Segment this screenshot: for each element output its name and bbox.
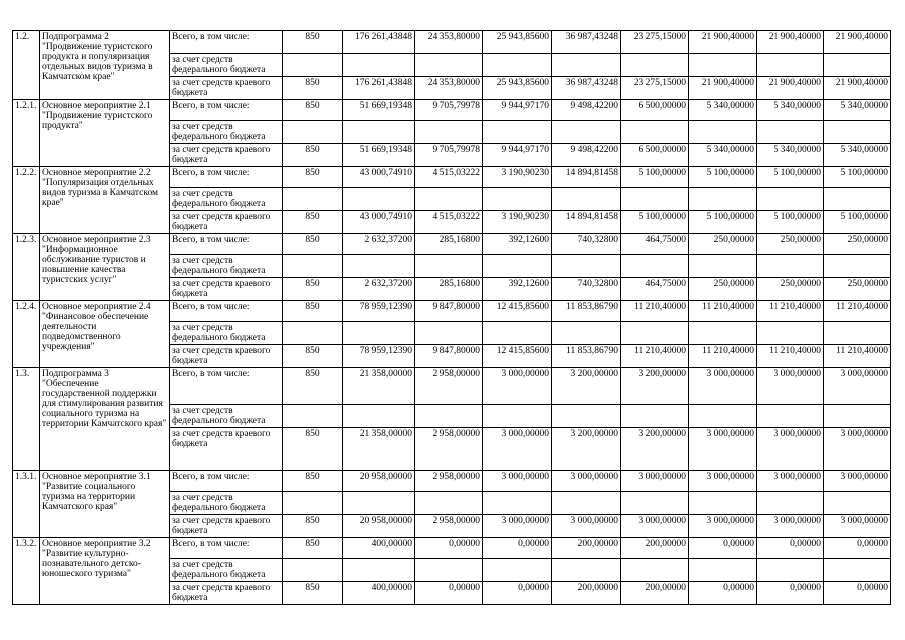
amount-cell: 6 500,00000: [621, 100, 689, 121]
amount-cell: 200,00000: [552, 538, 621, 559]
amount-cell: [757, 255, 824, 278]
amount-cell: 36 987,43248: [552, 31, 621, 54]
amount-cell: 23 275,15000: [621, 77, 689, 100]
amount-cell: [343, 121, 415, 144]
admin-code: 850: [283, 345, 343, 368]
amount-cell: 3 000,00000: [689, 428, 757, 471]
table-row: [13, 167, 891, 188]
amount-cell: 0,00000: [689, 538, 757, 559]
amount-cell: [689, 255, 757, 278]
funding-source: за счет средств краевого бюджета: [170, 582, 283, 605]
amount-cell: [415, 54, 483, 77]
amount-cell: [552, 121, 621, 144]
amount-cell: 9 944,97170: [483, 100, 552, 121]
amount-cell: [689, 188, 757, 211]
item-title: Подпрограмма 3 "Обеспечение государственной поддержки для стимулирования развития социального туризма на территории Камчатского края": [40, 368, 170, 471]
amount-cell: 400,00000: [343, 538, 415, 559]
amount-cell: 36 987,43248: [552, 77, 621, 100]
funding-source: за счет средств федерального бюджета: [170, 121, 283, 144]
admin-code: 850: [283, 77, 343, 100]
admin-code: 850: [283, 582, 343, 605]
funding-source: за счет средств краевого бюджета: [170, 278, 283, 301]
amount-cell: 5 100,00000: [824, 211, 891, 234]
admin-code: 850: [283, 100, 343, 121]
admin-code: [283, 559, 343, 582]
amount-cell: 3 000,00000: [483, 471, 552, 492]
amount-cell: 5 340,00000: [689, 144, 757, 167]
amount-cell: 11 210,40000: [689, 301, 757, 322]
amount-cell: 5 100,00000: [621, 211, 689, 234]
amount-cell: 20 958,00000: [343, 471, 415, 492]
budget-table: [12, 30, 891, 605]
funding-source: за счет средств федерального бюджета: [170, 255, 283, 278]
amount-cell: [483, 54, 552, 77]
amount-cell: 3 190,90230: [483, 167, 552, 188]
amount-cell: [824, 405, 891, 428]
amount-cell: [757, 492, 824, 515]
amount-cell: 0,00000: [689, 582, 757, 605]
item-title: Основное мероприятие 2.3 "Информационное обслуживание туристов и повышение качества туристских услуг": [40, 234, 170, 301]
amount-cell: [824, 188, 891, 211]
admin-code: 850: [283, 428, 343, 471]
amount-cell: 3 200,00000: [552, 368, 621, 405]
admin-code: [283, 322, 343, 345]
amount-cell: [621, 255, 689, 278]
amount-cell: 3 000,00000: [483, 368, 552, 405]
amount-cell: 51 669,19348: [343, 100, 415, 121]
amount-cell: [415, 559, 483, 582]
amount-cell: 14 894,81458: [552, 211, 621, 234]
item-number: 1.3.1.: [13, 471, 40, 538]
amount-cell: 5 340,00000: [824, 144, 891, 167]
item-title: Основное мероприятие 2.1 "Продвижение туристского продукта": [40, 100, 170, 167]
admin-code: [283, 492, 343, 515]
amount-cell: 3 000,00000: [483, 515, 552, 538]
amount-cell: 464,75000: [621, 278, 689, 301]
funding-source: Всего, в том числе:: [170, 100, 283, 121]
amount-cell: 25 943,85600: [483, 77, 552, 100]
amount-cell: [689, 492, 757, 515]
amount-cell: 285,16800: [415, 234, 483, 255]
amount-cell: 176 261,43848: [343, 31, 415, 54]
amount-cell: [483, 405, 552, 428]
amount-cell: [483, 255, 552, 278]
amount-cell: 12 415,85600: [483, 301, 552, 322]
amount-cell: 250,00000: [824, 234, 891, 255]
amount-cell: [343, 188, 415, 211]
funding-source: Всего, в том числе:: [170, 167, 283, 188]
amount-cell: [824, 559, 891, 582]
amount-cell: [621, 188, 689, 211]
amount-cell: 2 632,37200: [343, 278, 415, 301]
admin-code: [283, 255, 343, 278]
amount-cell: 3 200,00000: [621, 368, 689, 405]
admin-code: [283, 121, 343, 144]
amount-cell: [483, 188, 552, 211]
amount-cell: 11 853,86790: [552, 345, 621, 368]
amount-cell: 5 100,00000: [824, 167, 891, 188]
table-row: [13, 301, 891, 322]
amount-cell: [343, 559, 415, 582]
admin-code: 850: [283, 278, 343, 301]
amount-cell: 200,00000: [552, 582, 621, 605]
budget-table-body: [13, 31, 891, 605]
item-title: Подпрограмма 2 "Продвижение туристского продукта и популяризация отдельных видов туризма в Камчатском крае": [40, 31, 170, 100]
amount-cell: 6 500,00000: [621, 144, 689, 167]
amount-cell: [552, 559, 621, 582]
amount-cell: [621, 405, 689, 428]
funding-source: за счет средств краевого бюджета: [170, 77, 283, 100]
amount-cell: 0,00000: [824, 538, 891, 559]
amount-cell: [415, 405, 483, 428]
table-row: [13, 31, 891, 54]
admin-code: [283, 188, 343, 211]
amount-cell: 9 847,80000: [415, 301, 483, 322]
amount-cell: 43 000,74910: [343, 167, 415, 188]
amount-cell: 3 000,00000: [824, 428, 891, 471]
amount-cell: 21 900,40000: [824, 77, 891, 100]
amount-cell: 3 000,00000: [552, 515, 621, 538]
amount-cell: [757, 322, 824, 345]
amount-cell: 4 515,03222: [415, 167, 483, 188]
amount-cell: 21 900,40000: [757, 77, 824, 100]
amount-cell: [343, 255, 415, 278]
funding-source: за счет средств краевого бюджета: [170, 515, 283, 538]
table-row: [13, 538, 891, 559]
amount-cell: 176 261,43848: [343, 77, 415, 100]
amount-cell: 2 958,00000: [415, 428, 483, 471]
amount-cell: 250,00000: [757, 278, 824, 301]
amount-cell: 9 498,42200: [552, 100, 621, 121]
amount-cell: [343, 405, 415, 428]
admin-code: 850: [283, 538, 343, 559]
funding-source: Всего, в том числе:: [170, 368, 283, 405]
funding-source: Всего, в том числе:: [170, 31, 283, 54]
amount-cell: 11 210,40000: [757, 345, 824, 368]
amount-cell: 21 358,00000: [343, 428, 415, 471]
amount-cell: 5 100,00000: [621, 167, 689, 188]
amount-cell: [415, 492, 483, 515]
amount-cell: 25 943,85600: [483, 31, 552, 54]
funding-source: за счет средств краевого бюджета: [170, 211, 283, 234]
funding-source: Всего, в том числе:: [170, 234, 283, 255]
amount-cell: 43 000,74910: [343, 211, 415, 234]
amount-cell: [483, 322, 552, 345]
amount-cell: 0,00000: [483, 582, 552, 605]
amount-cell: 2 958,00000: [415, 368, 483, 405]
amount-cell: 0,00000: [757, 538, 824, 559]
amount-cell: 9 705,79978: [415, 144, 483, 167]
item-title: Основное мероприятие 3.2 "Развитие культурно-познавательного детско-юношеского туризма": [40, 538, 170, 605]
amount-cell: 3 000,00000: [757, 368, 824, 405]
amount-cell: 3 190,90230: [483, 211, 552, 234]
amount-cell: 3 000,00000: [689, 368, 757, 405]
amount-cell: 392,12600: [483, 234, 552, 255]
amount-cell: 11 210,40000: [757, 301, 824, 322]
amount-cell: [552, 255, 621, 278]
amount-cell: 3 000,00000: [824, 368, 891, 405]
admin-code: 850: [283, 234, 343, 255]
amount-cell: [689, 405, 757, 428]
admin-code: 850: [283, 167, 343, 188]
amount-cell: 9 705,79978: [415, 100, 483, 121]
amount-cell: 21 358,00000: [343, 368, 415, 405]
admin-code: 850: [283, 31, 343, 54]
amount-cell: [757, 405, 824, 428]
amount-cell: [621, 54, 689, 77]
amount-cell: [415, 121, 483, 144]
amount-cell: [483, 492, 552, 515]
amount-cell: [343, 322, 415, 345]
admin-code: 850: [283, 471, 343, 492]
amount-cell: 5 340,00000: [757, 100, 824, 121]
amount-cell: 14 894,81458: [552, 167, 621, 188]
amount-cell: 24 353,80000: [415, 31, 483, 54]
amount-cell: 11 210,40000: [621, 345, 689, 368]
amount-cell: 3 000,00000: [621, 515, 689, 538]
admin-code: [283, 405, 343, 428]
amount-cell: 740,32800: [552, 278, 621, 301]
amount-cell: 2 632,37200: [343, 234, 415, 255]
amount-cell: 11 853,86790: [552, 301, 621, 322]
amount-cell: [689, 121, 757, 144]
item-number: 1.2.: [13, 31, 40, 100]
amount-cell: 0,00000: [483, 538, 552, 559]
admin-code: 850: [283, 368, 343, 405]
amount-cell: [824, 255, 891, 278]
funding-source: за счет средств краевого бюджета: [170, 428, 283, 471]
amount-cell: [824, 54, 891, 77]
table-row: [13, 368, 891, 405]
amount-cell: 3 000,00000: [824, 471, 891, 492]
amount-cell: 20 958,00000: [343, 515, 415, 538]
budget-document: [12, 30, 891, 605]
amount-cell: 21 900,40000: [689, 77, 757, 100]
amount-cell: [824, 322, 891, 345]
amount-cell: [757, 54, 824, 77]
amount-cell: [552, 405, 621, 428]
amount-cell: 0,00000: [415, 538, 483, 559]
amount-cell: 3 000,00000: [757, 428, 824, 471]
amount-cell: 5 100,00000: [689, 211, 757, 234]
amount-cell: 3 000,00000: [689, 515, 757, 538]
admin-code: [283, 54, 343, 77]
item-title: Основное мероприятие 2.4 "Финансовое обеспечение деятельности подведомственного учреждения": [40, 301, 170, 368]
amount-cell: [621, 121, 689, 144]
amount-cell: 0,00000: [757, 582, 824, 605]
amount-cell: 250,00000: [689, 278, 757, 301]
amount-cell: [343, 492, 415, 515]
amount-cell: 51 669,19348: [343, 144, 415, 167]
funding-source: за счет средств федерального бюджета: [170, 54, 283, 77]
funding-source: Всего, в том числе:: [170, 538, 283, 559]
amount-cell: 3 000,00000: [757, 515, 824, 538]
amount-cell: [689, 322, 757, 345]
amount-cell: 250,00000: [757, 234, 824, 255]
admin-code: 850: [283, 301, 343, 322]
amount-cell: [552, 54, 621, 77]
amount-cell: 9 847,80000: [415, 345, 483, 368]
amount-cell: 5 340,00000: [824, 100, 891, 121]
amount-cell: 78 959,12390: [343, 345, 415, 368]
funding-source: за счет средств краевого бюджета: [170, 144, 283, 167]
admin-code: 850: [283, 144, 343, 167]
amount-cell: 4 515,03222: [415, 211, 483, 234]
amount-cell: [343, 54, 415, 77]
amount-cell: 200,00000: [621, 582, 689, 605]
amount-cell: 9 498,42200: [552, 144, 621, 167]
amount-cell: 24 353,80000: [415, 77, 483, 100]
amount-cell: [824, 492, 891, 515]
amount-cell: 11 210,40000: [824, 345, 891, 368]
amount-cell: [757, 188, 824, 211]
amount-cell: 2 958,00000: [415, 515, 483, 538]
amount-cell: 5 100,00000: [757, 167, 824, 188]
amount-cell: 11 210,40000: [689, 345, 757, 368]
amount-cell: 2 958,00000: [415, 471, 483, 492]
amount-cell: 9 944,97170: [483, 144, 552, 167]
item-title: Основное мероприятие 2.2 "Популяризация отдельных видов туризма в Камчатском крае": [40, 167, 170, 234]
amount-cell: 400,00000: [343, 582, 415, 605]
funding-source: за счет средств федерального бюджета: [170, 559, 283, 582]
amount-cell: 3 000,00000: [483, 428, 552, 471]
funding-source: за счет средств федерального бюджета: [170, 405, 283, 428]
amount-cell: 3 000,00000: [552, 471, 621, 492]
amount-cell: [621, 559, 689, 582]
funding-source: за счет средств федерального бюджета: [170, 492, 283, 515]
item-number: 1.2.2.: [13, 167, 40, 234]
table-row: [13, 100, 891, 121]
amount-cell: 3 000,00000: [757, 471, 824, 492]
amount-cell: 78 959,12390: [343, 301, 415, 322]
item-number: 1.2.4.: [13, 301, 40, 368]
funding-source: за счет средств федерального бюджета: [170, 188, 283, 211]
amount-cell: [483, 559, 552, 582]
amount-cell: 0,00000: [415, 582, 483, 605]
amount-cell: 21 900,40000: [757, 31, 824, 54]
amount-cell: [621, 322, 689, 345]
amount-cell: 3 000,00000: [621, 471, 689, 492]
item-number: 1.3.: [13, 368, 40, 471]
amount-cell: [689, 559, 757, 582]
amount-cell: [552, 492, 621, 515]
amount-cell: 200,00000: [621, 538, 689, 559]
amount-cell: 285,16800: [415, 278, 483, 301]
amount-cell: 11 210,40000: [621, 301, 689, 322]
amount-cell: 5 340,00000: [689, 100, 757, 121]
amount-cell: [757, 559, 824, 582]
amount-cell: 0,00000: [824, 582, 891, 605]
amount-cell: 12 415,85600: [483, 345, 552, 368]
item-title: Основное мероприятие 3.1 "Развитие социального туризма на территории Камчатского края": [40, 471, 170, 538]
amount-cell: [415, 255, 483, 278]
amount-cell: 464,75000: [621, 234, 689, 255]
amount-cell: 3 200,00000: [552, 428, 621, 471]
amount-cell: [824, 121, 891, 144]
amount-cell: [552, 188, 621, 211]
amount-cell: [552, 322, 621, 345]
funding-source: за счет средств федерального бюджета: [170, 322, 283, 345]
admin-code: 850: [283, 515, 343, 538]
funding-source: Всего, в том числе:: [170, 471, 283, 492]
amount-cell: [415, 322, 483, 345]
table-row: [13, 471, 891, 492]
amount-cell: 21 900,40000: [689, 31, 757, 54]
amount-cell: 5 100,00000: [757, 211, 824, 234]
amount-cell: [415, 188, 483, 211]
amount-cell: 5 100,00000: [689, 167, 757, 188]
amount-cell: 3 200,00000: [621, 428, 689, 471]
amount-cell: [483, 121, 552, 144]
funding-source: за счет средств краевого бюджета: [170, 345, 283, 368]
amount-cell: [757, 121, 824, 144]
amount-cell: 392,12600: [483, 278, 552, 301]
amount-cell: 3 000,00000: [824, 515, 891, 538]
item-number: 1.2.1.: [13, 100, 40, 167]
amount-cell: [689, 54, 757, 77]
item-number: 1.2.3.: [13, 234, 40, 301]
amount-cell: 740,32800: [552, 234, 621, 255]
admin-code: 850: [283, 211, 343, 234]
amount-cell: 11 210,40000: [824, 301, 891, 322]
table-row: [13, 234, 891, 255]
amount-cell: 3 000,00000: [689, 471, 757, 492]
amount-cell: 21 900,40000: [824, 31, 891, 54]
amount-cell: 250,00000: [824, 278, 891, 301]
amount-cell: 23 275,15000: [621, 31, 689, 54]
item-number: 1.3.2.: [13, 538, 40, 605]
funding-source: Всего, в том числе:: [170, 301, 283, 322]
amount-cell: 5 340,00000: [757, 144, 824, 167]
amount-cell: 250,00000: [689, 234, 757, 255]
amount-cell: [621, 492, 689, 515]
